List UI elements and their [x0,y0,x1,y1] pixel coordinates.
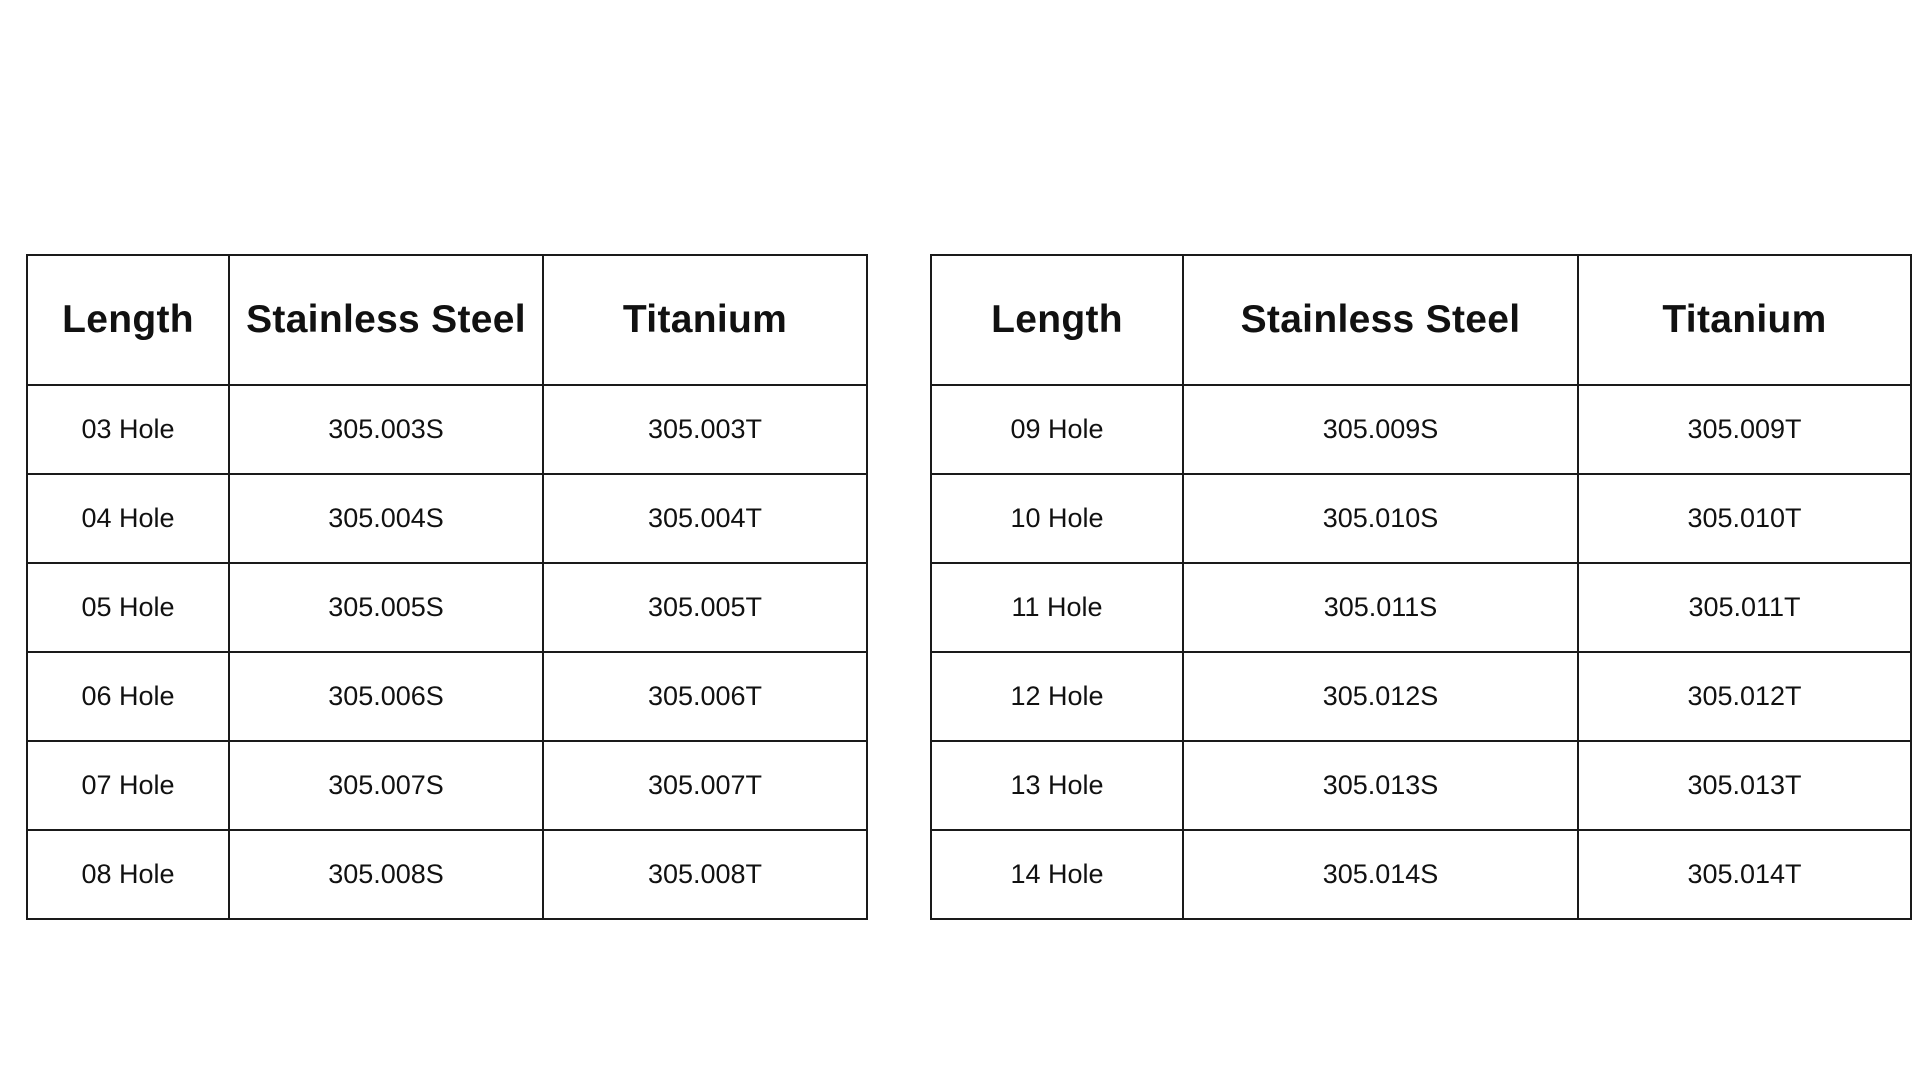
cell-stainless-steel: 305.009S [1183,385,1578,474]
cell-length: 06 Hole [27,652,229,741]
header-titanium: Titanium [1578,255,1911,385]
table-row [931,474,1911,563]
cell-stainless-steel: 305.004S [229,474,543,563]
cell-titanium: 305.011T [1578,563,1911,652]
cell-length: 12 Hole [931,652,1183,741]
header-titanium: Titanium [543,255,867,385]
cell-length: 11 Hole [931,563,1183,652]
table-row [931,563,1911,652]
table-row [27,563,867,652]
table-row [27,474,867,563]
table-row [931,385,1911,474]
cell-length: 08 Hole [27,830,229,919]
table-header-row [931,255,1911,385]
cell-length: 14 Hole [931,830,1183,919]
cell-stainless-steel: 305.014S [1183,830,1578,919]
cell-stainless-steel: 305.010S [1183,474,1578,563]
cell-stainless-steel: 305.012S [1183,652,1578,741]
cell-length: 10 Hole [931,474,1183,563]
cell-stainless-steel: 305.005S [229,563,543,652]
cell-stainless-steel: 305.011S [1183,563,1578,652]
product-table-left [26,254,868,920]
cell-titanium: 305.014T [1578,830,1911,919]
cell-stainless-steel: 305.006S [229,652,543,741]
cell-length: 05 Hole [27,563,229,652]
cell-length: 13 Hole [931,741,1183,830]
table-header-row [27,255,867,385]
cell-length: 09 Hole [931,385,1183,474]
product-table-right [930,254,1912,920]
cell-titanium: 305.007T [543,741,867,830]
cell-titanium: 305.005T [543,563,867,652]
cell-stainless-steel: 305.013S [1183,741,1578,830]
header-length: Length [27,255,229,385]
cell-titanium: 305.009T [1578,385,1911,474]
header-stainless-steel: Stainless Steel [1183,255,1578,385]
cell-stainless-steel: 305.008S [229,830,543,919]
cell-titanium: 305.013T [1578,741,1911,830]
cell-titanium: 305.003T [543,385,867,474]
table-row [27,830,867,919]
cell-titanium: 305.010T [1578,474,1911,563]
cell-titanium: 305.004T [543,474,867,563]
cell-titanium: 305.006T [543,652,867,741]
cell-stainless-steel: 305.007S [229,741,543,830]
table-row [931,741,1911,830]
table-row [931,652,1911,741]
cell-length: 07 Hole [27,741,229,830]
table-row [27,652,867,741]
cell-titanium: 305.012T [1578,652,1911,741]
header-stainless-steel: Stainless Steel [229,255,543,385]
table-row [931,830,1911,919]
table-row [27,385,867,474]
cell-length: 04 Hole [27,474,229,563]
cell-stainless-steel: 305.003S [229,385,543,474]
header-length: Length [931,255,1183,385]
table-row [27,741,867,830]
cell-length: 03 Hole [27,385,229,474]
cell-titanium: 305.008T [543,830,867,919]
